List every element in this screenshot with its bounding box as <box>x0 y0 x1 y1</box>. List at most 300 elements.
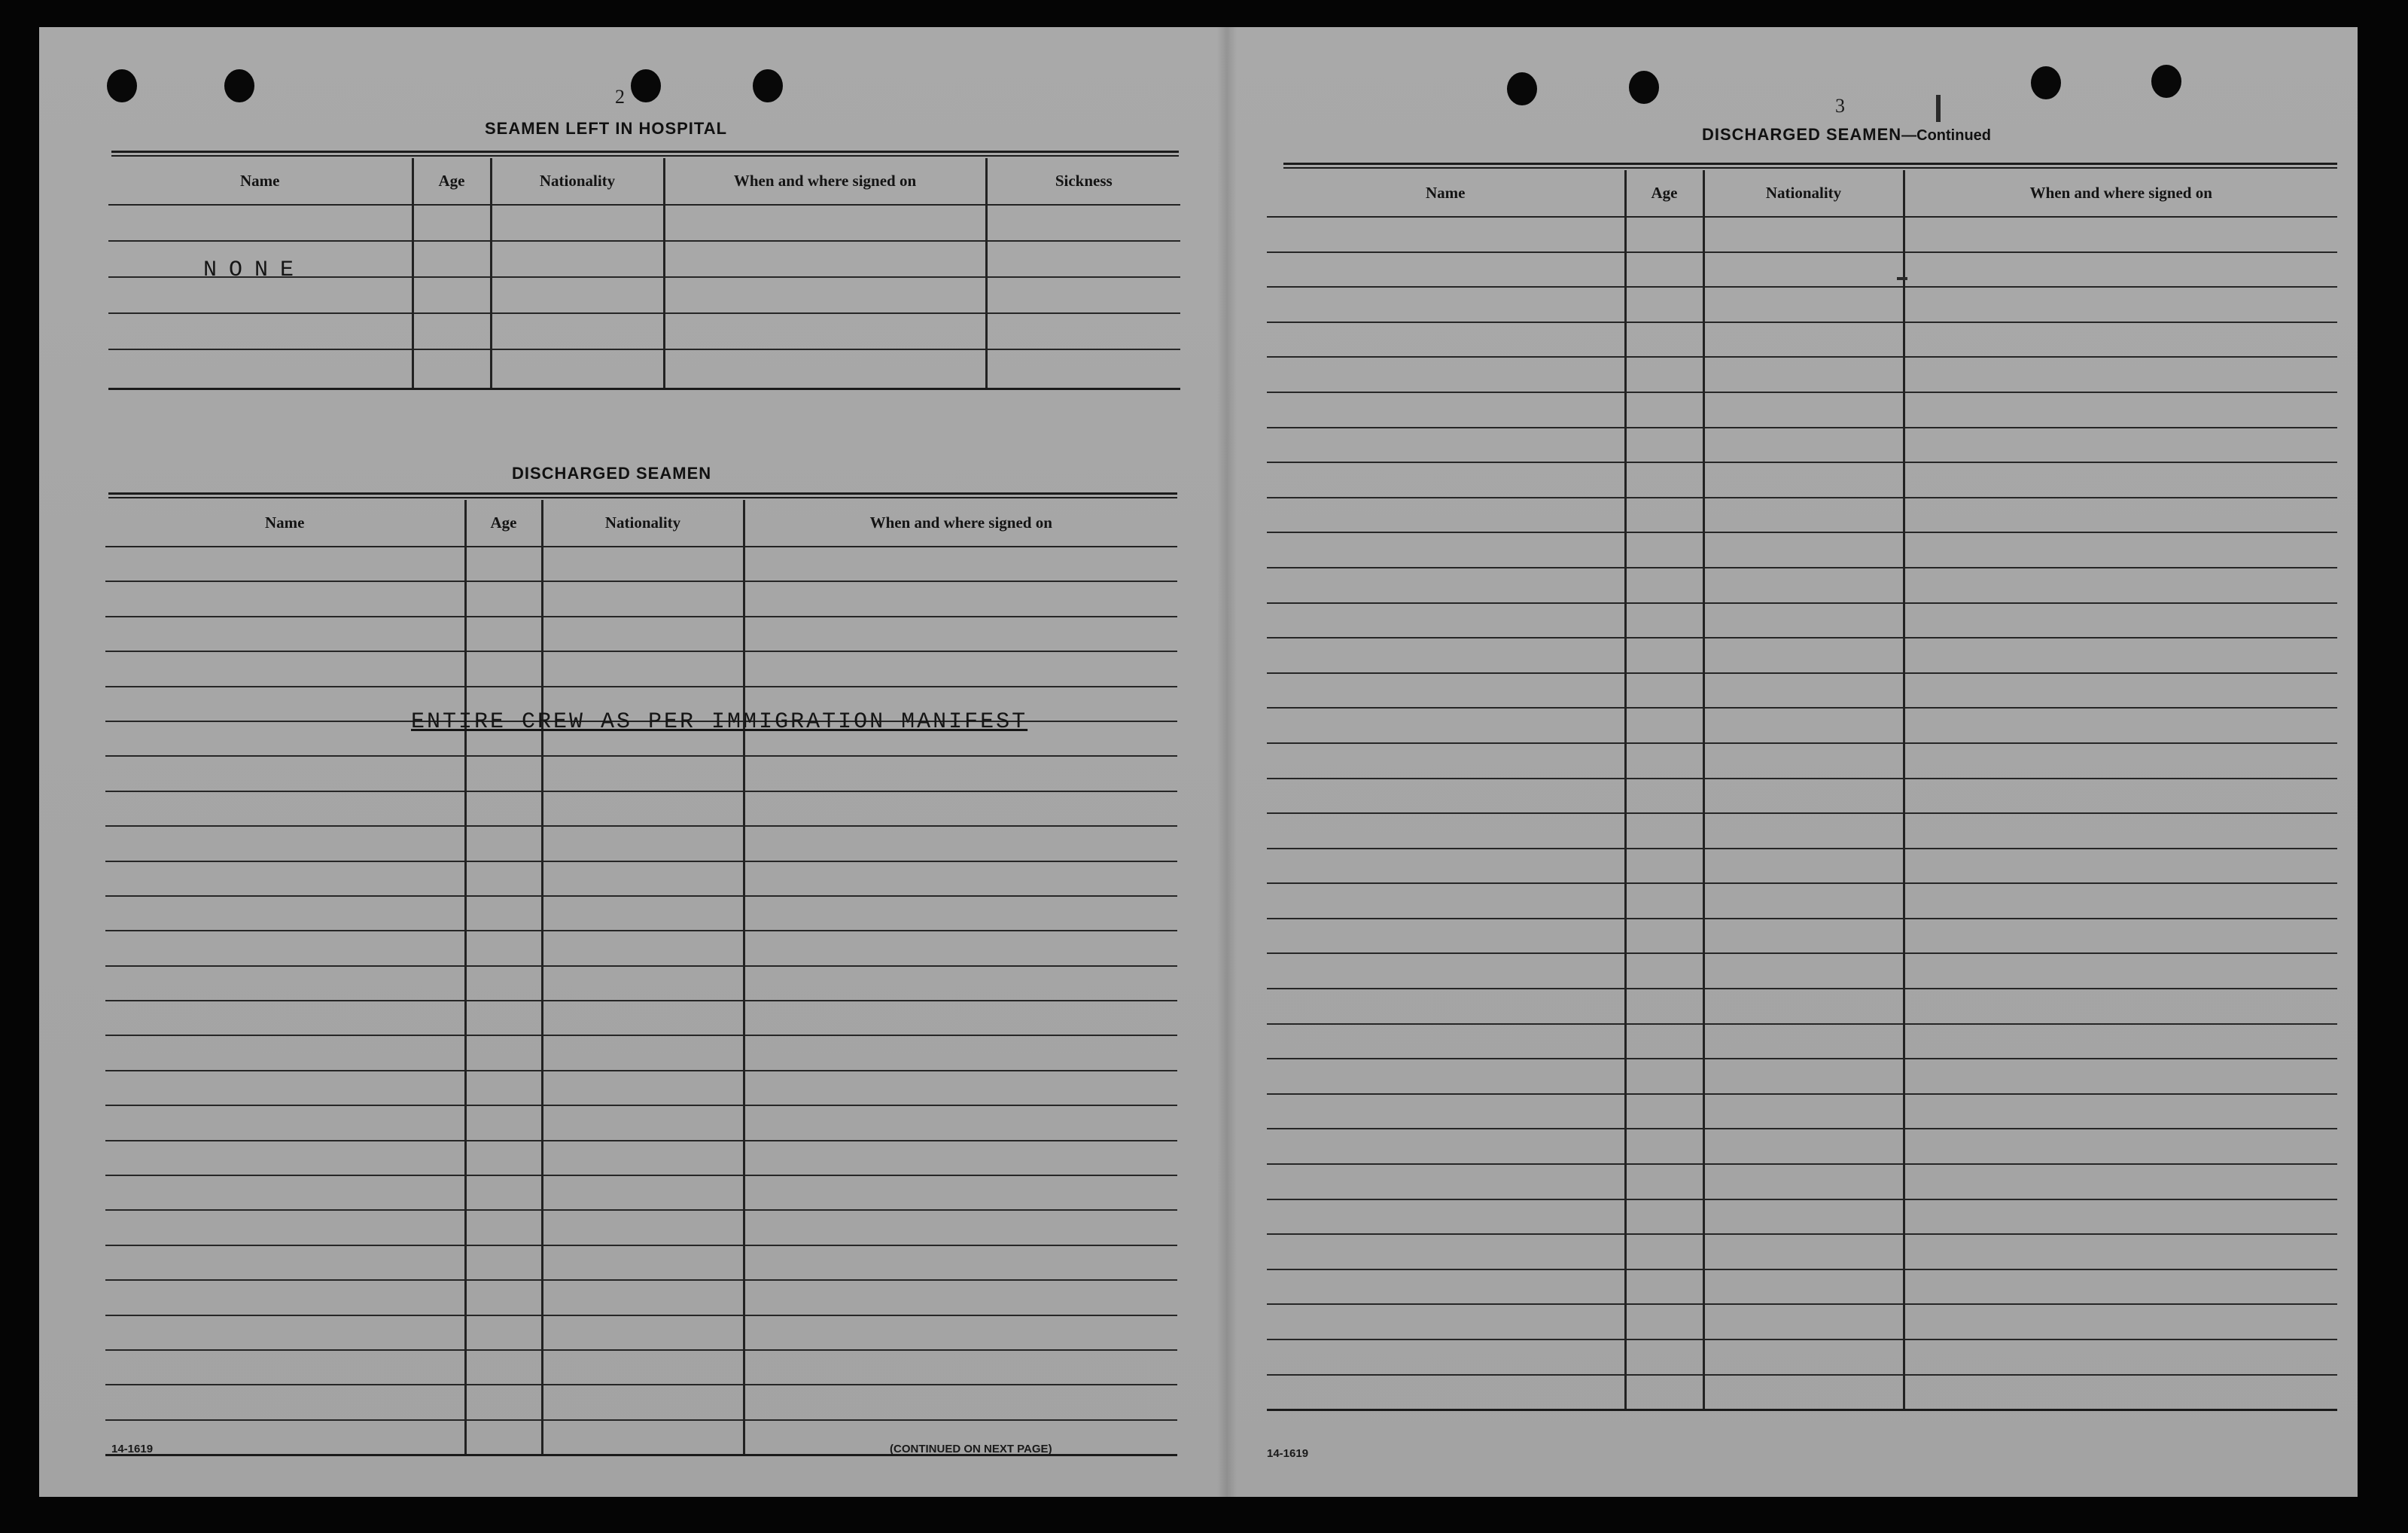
cell-nationality[interactable] <box>542 791 744 826</box>
cell-sickness[interactable] <box>986 349 1180 389</box>
cell-nationality[interactable] <box>542 1315 744 1350</box>
cell-age[interactable] <box>1625 252 1703 288</box>
cell-signed-on[interactable] <box>744 931 1177 965</box>
table-row <box>1267 603 2337 638</box>
cell-name[interactable] <box>105 1350 465 1385</box>
cell-name[interactable] <box>1267 1164 1625 1199</box>
cell-signed-on[interactable] <box>1904 883 2337 919</box>
table-row <box>105 1141 1177 1175</box>
cell-nationality[interactable] <box>1703 357 1904 392</box>
cell-signed-on[interactable] <box>1904 1059 2337 1094</box>
cell-age[interactable] <box>1625 1094 1703 1129</box>
table-row <box>1267 357 2337 392</box>
cell-age[interactable] <box>1625 498 1703 533</box>
cell-nationality[interactable] <box>1703 813 1904 849</box>
table-row <box>105 1245 1177 1280</box>
cell-age[interactable] <box>1625 1164 1703 1199</box>
cell-signed-on[interactable] <box>744 617 1177 651</box>
cell-signed-on[interactable] <box>744 1071 1177 1105</box>
cell-signed-on[interactable] <box>1904 217 2337 252</box>
cell-name[interactable] <box>1267 357 1625 392</box>
cell-age[interactable] <box>412 277 491 313</box>
cell-nationality[interactable] <box>542 1420 744 1455</box>
cell-name[interactable] <box>105 1071 465 1105</box>
cell-signed-on[interactable] <box>664 313 986 349</box>
cell-sickness[interactable] <box>986 241 1180 277</box>
form-number: 14-1619 <box>1267 1447 1309 1460</box>
cell-name[interactable] <box>105 861 465 896</box>
cell-age[interactable] <box>1625 1024 1703 1059</box>
cell-nationality[interactable] <box>542 581 744 616</box>
cell-signed-on[interactable] <box>1904 1234 2337 1269</box>
table-row <box>1267 743 2337 779</box>
cell-name[interactable] <box>105 581 465 616</box>
cell-age[interactable] <box>1625 743 1703 779</box>
cell-nationality[interactable] <box>542 826 744 861</box>
cell-age[interactable] <box>1625 1234 1703 1269</box>
cell-age[interactable] <box>465 791 542 826</box>
section-rule <box>1283 167 2337 169</box>
cell-name[interactable] <box>1267 1234 1625 1269</box>
cell-name[interactable] <box>1267 252 1625 288</box>
cell-name[interactable] <box>1267 498 1625 533</box>
discharged-section-title: DISCHARGED SEAMEN <box>512 464 712 483</box>
cell-age[interactable] <box>1625 708 1703 743</box>
cell-nationality[interactable] <box>542 861 744 896</box>
column-header-name: Name <box>108 158 412 205</box>
cell-nationality[interactable] <box>491 241 664 277</box>
cell-nationality[interactable] <box>1703 673 1904 709</box>
cell-nationality[interactable] <box>1703 1024 1904 1059</box>
column-header-age: Age <box>1625 170 1703 217</box>
cell-name[interactable] <box>108 205 412 241</box>
cell-nationality[interactable] <box>542 547 744 581</box>
cell-nationality[interactable] <box>542 1210 744 1245</box>
cell-name[interactable] <box>105 651 465 686</box>
cell-age[interactable] <box>1625 1059 1703 1094</box>
cell-age[interactable] <box>1625 953 1703 989</box>
cell-name[interactable] <box>1267 953 1625 989</box>
cell-age[interactable] <box>465 1245 542 1280</box>
cell-signed-on[interactable] <box>1904 603 2337 638</box>
table-row <box>105 791 1177 826</box>
cell-age[interactable] <box>465 896 542 931</box>
cell-nationality[interactable] <box>1703 532 1904 568</box>
hospital-section-title: SEAMEN LEFT IN HOSPITAL <box>485 119 728 138</box>
cell-name[interactable] <box>105 1420 465 1455</box>
discharged-continued-table <box>1267 170 2337 1411</box>
cell-age[interactable] <box>465 861 542 896</box>
cell-age[interactable] <box>1625 813 1703 849</box>
cell-age[interactable] <box>1625 462 1703 498</box>
table-row <box>105 1071 1177 1105</box>
cell-nationality[interactable] <box>1703 287 1904 322</box>
cell-name[interactable] <box>105 1280 465 1315</box>
cell-name[interactable] <box>1267 779 1625 814</box>
cell-signed-on[interactable] <box>744 826 1177 861</box>
cell-nationality[interactable] <box>542 1001 744 1035</box>
cell-name[interactable] <box>105 1175 465 1210</box>
cell-sickness[interactable] <box>986 313 1180 349</box>
cell-nationality[interactable] <box>1703 462 1904 498</box>
cell-name[interactable] <box>105 1105 465 1140</box>
cell-signed-on[interactable] <box>664 277 986 313</box>
cell-age[interactable] <box>465 1210 542 1245</box>
table-row <box>1267 287 2337 322</box>
cell-nationality[interactable] <box>1703 392 1904 428</box>
cell-nationality[interactable] <box>491 277 664 313</box>
cell-nationality[interactable] <box>542 1105 744 1140</box>
cell-nationality[interactable] <box>542 1035 744 1070</box>
cell-name[interactable] <box>1267 428 1625 463</box>
cell-signed-on[interactable] <box>1904 989 2337 1024</box>
cell-nationality[interactable] <box>1703 1094 1904 1129</box>
cell-age[interactable] <box>412 313 491 349</box>
cell-name[interactable] <box>1267 919 1625 954</box>
cell-age[interactable] <box>1625 1339 1703 1375</box>
column-header-nationality: Nationality <box>491 158 664 205</box>
cell-signed-on[interactable] <box>1904 779 2337 814</box>
cell-nationality[interactable] <box>1703 1129 1904 1164</box>
table-row <box>1267 849 2337 884</box>
cell-signed-on[interactable] <box>744 1280 1177 1315</box>
cell-age[interactable] <box>412 241 491 277</box>
cell-signed-on[interactable] <box>744 1315 1177 1350</box>
cell-age[interactable] <box>1625 1375 1703 1410</box>
cell-signed-on[interactable] <box>1904 1304 2337 1339</box>
table-row <box>105 931 1177 965</box>
cell-signed-on[interactable] <box>1904 287 2337 322</box>
cell-nationality[interactable] <box>542 617 744 651</box>
cell-name[interactable] <box>1267 708 1625 743</box>
cell-nationality[interactable] <box>1703 498 1904 533</box>
cell-signed-on[interactable] <box>744 966 1177 1001</box>
cell-name[interactable] <box>1267 1199 1625 1235</box>
cell-name[interactable] <box>105 966 465 1001</box>
cell-nationality[interactable] <box>1703 1234 1904 1269</box>
cell-name[interactable] <box>105 791 465 826</box>
left-page <box>39 27 1217 1497</box>
cell-signed-on[interactable] <box>1904 322 2337 358</box>
table-row <box>105 966 1177 1001</box>
cell-signed-on[interactable] <box>1904 498 2337 533</box>
cell-nationality[interactable] <box>1703 779 1904 814</box>
cell-signed-on[interactable] <box>1904 1164 2337 1199</box>
cell-age[interactable] <box>465 617 542 651</box>
cell-signed-on[interactable] <box>744 1141 1177 1175</box>
cell-name[interactable] <box>108 349 412 389</box>
cell-nationality[interactable] <box>542 756 744 791</box>
cell-age[interactable] <box>465 1175 542 1210</box>
cell-nationality[interactable] <box>1703 428 1904 463</box>
cell-name[interactable] <box>105 1035 465 1070</box>
cell-age[interactable] <box>465 651 542 686</box>
table-row <box>1267 252 2337 288</box>
cell-name[interactable] <box>105 1385 465 1419</box>
table-row <box>105 1315 1177 1350</box>
cell-name[interactable] <box>1267 568 1625 603</box>
cell-name[interactable] <box>105 1210 465 1245</box>
table-row <box>1267 813 2337 849</box>
cell-name[interactable] <box>1267 1094 1625 1129</box>
cell-signed-on[interactable] <box>1904 919 2337 954</box>
cell-signed-on[interactable] <box>744 1385 1177 1419</box>
page-fold <box>1217 27 1237 1497</box>
cell-signed-on[interactable] <box>1904 849 2337 884</box>
cell-age[interactable] <box>412 349 491 389</box>
cell-name[interactable] <box>105 547 465 581</box>
column-header-name: Name <box>1267 170 1625 217</box>
cell-name[interactable] <box>1267 1304 1625 1339</box>
cell-age[interactable] <box>1625 357 1703 392</box>
cell-name[interactable] <box>105 896 465 931</box>
cell-nationality[interactable] <box>542 1175 744 1210</box>
cell-age[interactable] <box>1625 638 1703 673</box>
cell-nationality[interactable] <box>1703 1164 1904 1199</box>
cell-signed-on[interactable] <box>744 1035 1177 1070</box>
cell-nationality[interactable] <box>1703 883 1904 919</box>
cell-signed-on[interactable] <box>744 1105 1177 1140</box>
cell-name[interactable] <box>1267 1339 1625 1375</box>
cell-nationality[interactable] <box>1703 1304 1904 1339</box>
cell-signed-on[interactable] <box>1904 1269 2337 1305</box>
cell-age[interactable] <box>1625 392 1703 428</box>
cell-signed-on[interactable] <box>1904 428 2337 463</box>
table-row <box>1267 498 2337 533</box>
cell-signed-on[interactable] <box>744 861 1177 896</box>
cell-age[interactable] <box>465 1071 542 1105</box>
cell-name[interactable] <box>1267 743 1625 779</box>
cell-name[interactable] <box>1267 883 1625 919</box>
cell-nationality[interactable] <box>1703 1199 1904 1235</box>
cell-name[interactable] <box>1267 1375 1625 1410</box>
cell-nationality[interactable] <box>1703 1375 1904 1410</box>
cell-name[interactable] <box>1267 1024 1625 1059</box>
cell-name[interactable] <box>1267 1129 1625 1164</box>
cell-age[interactable] <box>1625 603 1703 638</box>
cell-age[interactable] <box>1625 322 1703 358</box>
cell-nationality[interactable] <box>1703 603 1904 638</box>
cell-name[interactable] <box>1267 287 1625 322</box>
table-row <box>1267 989 2337 1024</box>
cell-nationality[interactable] <box>542 1280 744 1315</box>
cell-signed-on[interactable] <box>1904 743 2337 779</box>
table-row <box>105 756 1177 791</box>
cell-nationality[interactable] <box>491 205 664 241</box>
cell-age[interactable] <box>465 1001 542 1035</box>
cell-name[interactable] <box>105 1141 465 1175</box>
cell-signed-on[interactable] <box>744 756 1177 791</box>
cell-nationality[interactable] <box>542 1385 744 1419</box>
cell-nationality[interactable] <box>1703 1339 1904 1375</box>
section-rule <box>108 497 1177 498</box>
discharged-entry: ENTIRE CREW AS PER IMMIGRATION MANIFEST <box>411 709 1028 735</box>
cell-age[interactable] <box>1625 989 1703 1024</box>
cell-age[interactable] <box>1625 568 1703 603</box>
cell-age[interactable] <box>1625 849 1703 884</box>
cell-signed-on[interactable] <box>1904 953 2337 989</box>
cell-age[interactable] <box>412 205 491 241</box>
cell-age[interactable] <box>465 547 542 581</box>
cell-name[interactable] <box>1267 392 1625 428</box>
cell-signed-on[interactable] <box>744 1350 1177 1385</box>
cell-age[interactable] <box>1625 883 1703 919</box>
table-row <box>108 349 1180 389</box>
cell-nationality[interactable] <box>1703 1269 1904 1305</box>
cell-age[interactable] <box>1625 287 1703 322</box>
cell-signed-on[interactable] <box>664 349 986 389</box>
cell-name[interactable] <box>105 826 465 861</box>
cell-age[interactable] <box>465 1035 542 1070</box>
cell-nationality[interactable] <box>542 1141 744 1175</box>
cell-name[interactable] <box>105 617 465 651</box>
cell-nationality[interactable] <box>491 349 664 389</box>
cell-signed-on[interactable] <box>744 1210 1177 1245</box>
cell-nationality[interactable] <box>1703 743 1904 779</box>
cell-signed-on[interactable] <box>744 547 1177 581</box>
cell-age[interactable] <box>1625 1129 1703 1164</box>
cell-signed-on[interactable] <box>1904 813 2337 849</box>
cell-age[interactable] <box>1625 532 1703 568</box>
cell-nationality[interactable] <box>1703 217 1904 252</box>
cell-age[interactable] <box>465 1420 542 1455</box>
cell-age[interactable] <box>465 931 542 965</box>
cell-name[interactable] <box>105 1001 465 1035</box>
cell-signed-on[interactable] <box>1904 1024 2337 1059</box>
cell-signed-on[interactable] <box>1904 1199 2337 1235</box>
cell-signed-on[interactable] <box>744 651 1177 686</box>
cell-age[interactable] <box>1625 1269 1703 1305</box>
cell-signed-on[interactable] <box>744 1175 1177 1210</box>
table-row <box>1267 217 2337 252</box>
cell-nationality[interactable] <box>1703 568 1904 603</box>
cell-name[interactable] <box>1267 322 1625 358</box>
table-row <box>1267 673 2337 709</box>
cell-signed-on[interactable] <box>1904 532 2337 568</box>
cell-name[interactable] <box>105 756 465 791</box>
cell-name[interactable] <box>1267 813 1625 849</box>
cell-age[interactable] <box>1625 428 1703 463</box>
table-row <box>1267 1304 2337 1339</box>
cell-age[interactable] <box>1625 1304 1703 1339</box>
cell-nationality[interactable] <box>1703 919 1904 954</box>
cell-nationality[interactable] <box>491 313 664 349</box>
cell-nationality[interactable] <box>542 966 744 1001</box>
cell-name[interactable] <box>1267 638 1625 673</box>
cell-name[interactable] <box>105 1315 465 1350</box>
table-row <box>1267 1164 2337 1199</box>
cell-age[interactable] <box>1625 919 1703 954</box>
cell-signed-on[interactable] <box>1904 392 2337 428</box>
cell-nationality[interactable] <box>1703 252 1904 288</box>
cell-age[interactable] <box>465 966 542 1001</box>
cell-sickness[interactable] <box>986 277 1180 313</box>
cell-signed-on[interactable] <box>744 1245 1177 1280</box>
title-suffix: —Continued <box>1901 127 1992 144</box>
cell-signed-on[interactable] <box>1904 252 2337 288</box>
cell-age[interactable] <box>465 1141 542 1175</box>
cell-nationality[interactable] <box>542 931 744 965</box>
cell-nationality[interactable] <box>1703 849 1904 884</box>
cell-age[interactable] <box>465 581 542 616</box>
cell-nationality[interactable] <box>1703 708 1904 743</box>
cell-nationality[interactable] <box>542 651 744 686</box>
cell-age[interactable] <box>1625 673 1703 709</box>
cell-signed-on[interactable] <box>744 791 1177 826</box>
cell-signed-on[interactable] <box>1904 568 2337 603</box>
table-row <box>105 581 1177 616</box>
cell-nationality[interactable] <box>1703 1059 1904 1094</box>
table-row <box>105 1280 1177 1315</box>
cell-nationality[interactable] <box>542 1350 744 1385</box>
cell-signed-on[interactable] <box>1904 1339 2337 1375</box>
cell-age[interactable] <box>1625 217 1703 252</box>
cell-age[interactable] <box>465 1105 542 1140</box>
cell-age[interactable] <box>1625 1199 1703 1235</box>
cell-signed-on[interactable] <box>744 581 1177 616</box>
cell-signed-on[interactable] <box>744 896 1177 931</box>
cell-nationality[interactable] <box>1703 638 1904 673</box>
cell-name[interactable] <box>1267 673 1625 709</box>
cell-nationality[interactable] <box>1703 989 1904 1024</box>
cell-name[interactable] <box>1267 462 1625 498</box>
cell-signed-on[interactable] <box>1904 1129 2337 1164</box>
cell-signed-on[interactable] <box>664 241 986 277</box>
cell-age[interactable] <box>465 1280 542 1315</box>
cell-age[interactable] <box>465 1350 542 1385</box>
cell-name[interactable] <box>1267 1059 1625 1094</box>
column-header-signed-on: When and where signed on <box>664 158 986 205</box>
cell-signed-on[interactable] <box>1904 638 2337 673</box>
cell-sickness[interactable] <box>986 205 1180 241</box>
cell-nationality[interactable] <box>1703 953 1904 989</box>
cell-nationality[interactable] <box>542 1071 744 1105</box>
cell-nationality[interactable] <box>542 896 744 931</box>
cell-age[interactable] <box>465 826 542 861</box>
cell-signed-on[interactable] <box>1904 673 2337 709</box>
cell-name[interactable] <box>105 931 465 965</box>
cell-age[interactable] <box>1625 779 1703 814</box>
cell-signed-on[interactable] <box>1904 462 2337 498</box>
cell-nationality[interactable] <box>542 1245 744 1280</box>
cell-name[interactable] <box>1267 603 1625 638</box>
table-row <box>1267 428 2337 463</box>
cell-name[interactable] <box>1267 849 1625 884</box>
cell-name[interactable] <box>1267 989 1625 1024</box>
cell-signed-on[interactable] <box>744 1001 1177 1035</box>
cell-name[interactable] <box>1267 532 1625 568</box>
table-row <box>105 547 1177 581</box>
cell-signed-on[interactable] <box>1904 1375 2337 1410</box>
table-row <box>105 651 1177 686</box>
scan-speck <box>1936 95 1941 122</box>
cell-age[interactable] <box>465 1315 542 1350</box>
cell-signed-on[interactable] <box>664 205 986 241</box>
discharged-table <box>105 500 1177 1456</box>
cell-signed-on[interactable] <box>1904 357 2337 392</box>
cell-signed-on[interactable] <box>1904 708 2337 743</box>
cell-name[interactable] <box>1267 217 1625 252</box>
cell-signed-on[interactable] <box>1904 1094 2337 1129</box>
cell-name[interactable] <box>108 313 412 349</box>
cell-age[interactable] <box>465 756 542 791</box>
cell-nationality[interactable] <box>1703 322 1904 358</box>
cell-name[interactable] <box>105 1245 465 1280</box>
cell-name[interactable] <box>1267 1269 1625 1305</box>
table-row <box>1267 883 2337 919</box>
table-row <box>1267 1234 2337 1269</box>
cell-age[interactable] <box>465 1385 542 1419</box>
